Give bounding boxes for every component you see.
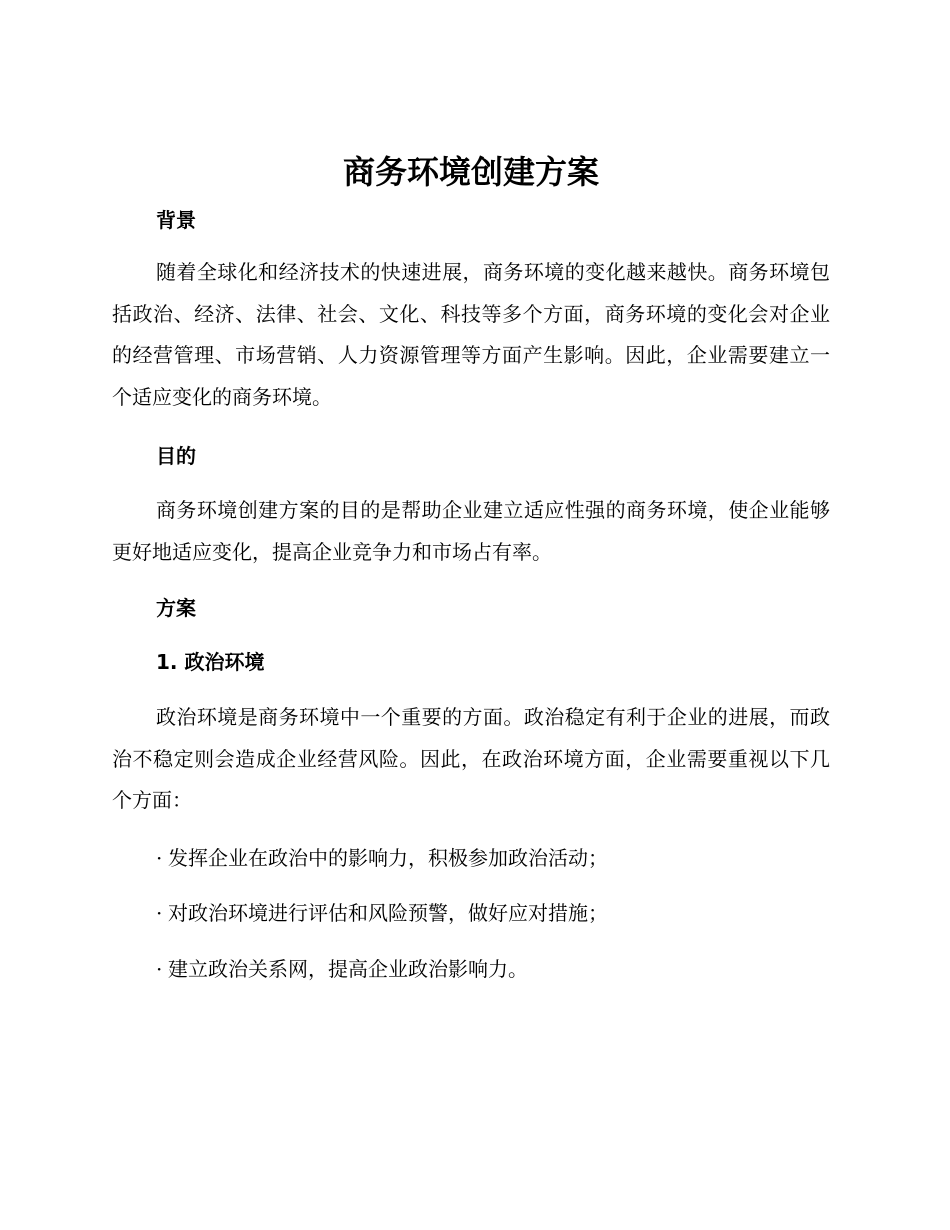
bullet-dot: · [156,901,163,925]
list-item-text: 对政治环境进行评估和风险预警，做好应对措施； [168,901,608,925]
list-item-text: 建立政治关系网，提高企业政治影响力。 [168,957,528,981]
list-item-text: 发挥企业在政治中的影响力，积极参加政治活动； [168,846,608,870]
list-item [156,899,608,927]
subsection-heading-political-environment: 1. 政治环境 [156,650,265,674]
section-heading-plan: 方案 [156,596,196,620]
purpose-paragraph: 商务环境创建方案的目的是帮助企业建立适应性强的商务环境，使企业能够更好地适应变化，提高企业竞争力和市场占有率。 [112,498,830,564]
section-heading-purpose: 目的 [156,444,196,468]
document-title: 商务环境创建方案 [342,153,599,191]
list-item [156,844,608,872]
section-heading-background: 背景 [156,208,196,232]
bullet-dot: · [156,846,163,870]
list-item [156,955,528,983]
political-environment-paragraph: 政治环境是商务环境中一个重要的方面。政治稳定有利于企业的进展，而政治不稳定则会造成企业经营风险。因此，在政治环境方面，企业需要重视以下几个方面： [112,705,830,812]
bullet-dot: · [156,957,163,981]
background-paragraph: 随着全球化和经济技术的快速进展，商务环境的变化越来越快。商务环境包括政治、经济、法律、社会、文化、科技等多个方面，商务环境的变化会对企业的经营管理、市场营销、人力资源管理等方面产生影响。因此，企业需要建立一个适应变化的商务环境。 [112,260,830,409]
